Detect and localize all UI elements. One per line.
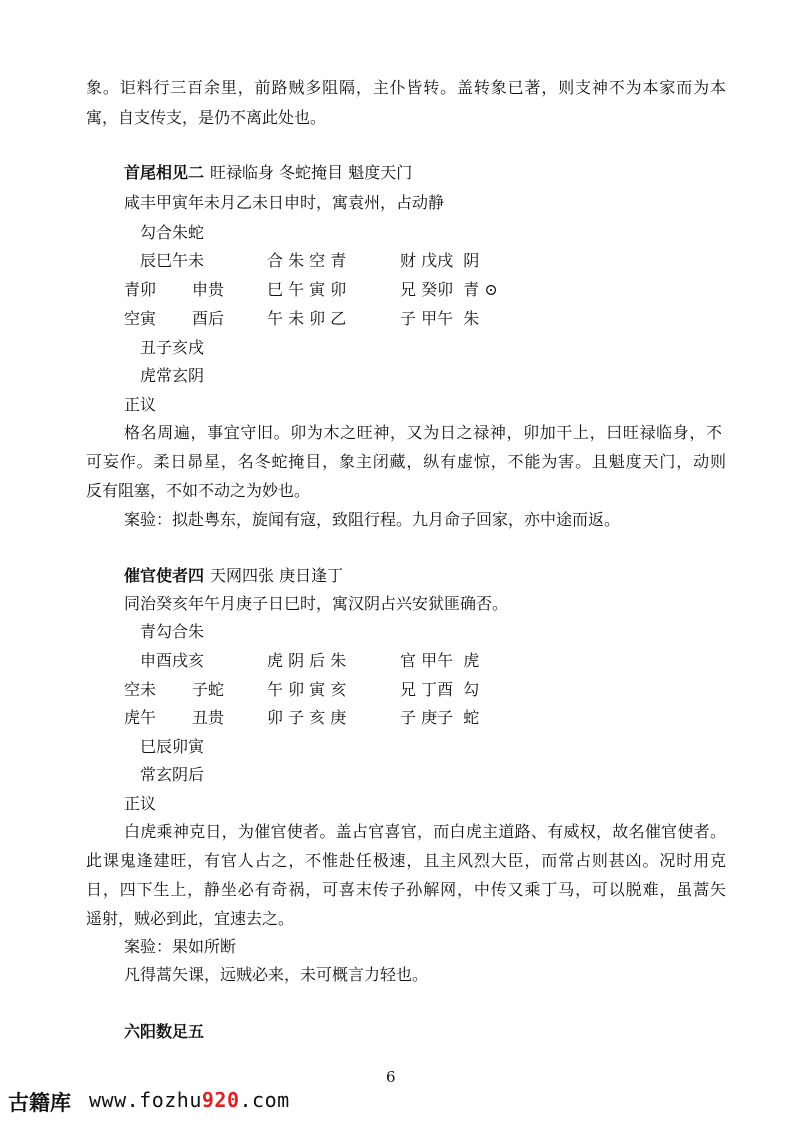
four-lessons-row: 虎 阴 后 朱 xyxy=(267,651,347,670)
bottom-gods: 常玄阴后 xyxy=(140,765,205,784)
top-branches: 申酉戌亥 xyxy=(140,651,205,670)
bottom-gods: 虎常玄阴 xyxy=(140,366,205,385)
four-lessons-row: 巳 午 寅 卯 xyxy=(267,280,347,299)
right-column: 丑贵 xyxy=(192,708,225,727)
paragraph-line: 可妄作。柔日昴星，名冬蛇掩目，象主闭藏，纵有虚惊，不能为害。且魁度天门，动则 xyxy=(86,452,726,471)
left-column: 空寅 xyxy=(124,309,157,328)
watermark-brand: 古籍库 xyxy=(8,1091,71,1115)
three-transmissions-row: 财 戊戌 阴 xyxy=(400,251,480,270)
left-column: 青卯 xyxy=(124,280,157,299)
four-lessons-row: 午 卯 寅 亥 xyxy=(267,680,347,699)
url-part: .com xyxy=(239,1088,290,1112)
zhengyi-label: 正议 xyxy=(124,794,157,813)
url-part: www.fozhu xyxy=(89,1088,202,1112)
left-column: 空未 xyxy=(124,680,157,699)
paragraph-line: 格名周遍，事宜守旧。卯为木之旺神，又为日之禄神，卯加干上，曰旺禄临身，不 xyxy=(124,423,722,442)
three-transmissions-row: 兄 丁酉 勾 xyxy=(400,680,480,699)
paragraph-line: 日，四下生上，静坐必有奇祸，可喜末传子孙解网，中传又乘丁马，可以脱难，虽蒿矢 xyxy=(86,880,726,899)
paragraph-line: 此课鬼逢建旺，有官人占之，不惟赴任极速，且主风烈大臣，而常占则甚凶。况时用克 xyxy=(86,851,726,870)
four-lessons-row: 卯 子 亥 庚 xyxy=(267,708,347,727)
top-branches: 辰巳午未 xyxy=(140,251,205,270)
section-title: 催官使者四 xyxy=(124,566,205,585)
bottom-branches: 巳辰卯寅 xyxy=(140,737,205,756)
paragraph-line: 象。讵料行三百余里，前路贼多阻隔，主仆皆转。盖转象已著，则支神不为本家而为本 xyxy=(86,78,726,97)
section-subtitle: 天网四张 庚日逢丁 xyxy=(210,566,344,585)
paragraph-line: 反有阻塞，不如不动之为妙也。 xyxy=(86,481,311,500)
paragraph-line: 寓，自支传支，是仍不离此处也。 xyxy=(86,108,327,127)
section-heading xyxy=(124,163,412,183)
section-title: 六阳数足五 xyxy=(124,1022,205,1041)
three-transmissions-row: 官 甲午 虎 xyxy=(400,651,480,670)
three-transmissions-row: 子 庚子 蛇 xyxy=(400,708,480,727)
divination-date: 同治癸亥年午月庚子日巳时，寓汉阴占兴安狱匪确否。 xyxy=(124,594,509,613)
four-lessons-row: 合 朱 空 青 xyxy=(267,251,347,270)
bottom-branches: 丑子亥戌 xyxy=(140,338,205,357)
three-transmissions-row: 兄 癸卯 青 ⊙ xyxy=(400,280,498,299)
url-part: 920 xyxy=(201,1088,240,1112)
right-column: 申贵 xyxy=(192,280,225,299)
top-gods: 勾合朱蛇 xyxy=(140,223,205,242)
right-column: 子蛇 xyxy=(192,680,225,699)
paragraph-line: 遥射，贼必到此，宜速去之。 xyxy=(86,909,295,928)
zhengyi-label: 正议 xyxy=(124,395,157,414)
four-lessons-row: 午 未 卯 乙 xyxy=(267,309,347,328)
left-column: 虎午 xyxy=(124,708,157,727)
paragraph-line: 白虎乘神克日，为催官使者。盖占官喜官，而白虎主道路、有威权，故名催官使者。 xyxy=(124,822,726,841)
section-subtitle: 旺禄临身 冬蛇掩目 魁度天门 xyxy=(210,163,413,182)
note-line: 凡得蒿矢课，远贼必来，未可概言力轻也。 xyxy=(124,965,429,984)
page-number: 6 xyxy=(386,1068,396,1086)
section-title: 首尾相见二 xyxy=(124,163,205,182)
divination-date: 咸丰甲寅年未月乙未日申时，寓袁州，占动静 xyxy=(124,193,445,212)
three-transmissions-row: 子 甲午 朱 xyxy=(400,309,480,328)
section-heading xyxy=(124,566,343,586)
right-column: 酉后 xyxy=(192,309,225,328)
top-gods: 青勾合朱 xyxy=(140,622,205,641)
watermark-url xyxy=(89,1088,290,1112)
case-verification: 案验：拟赴粤东，旋闻有寇，致阻行程。九月命子回家，亦中途而返。 xyxy=(124,510,621,529)
case-verification: 案验：果如所断 xyxy=(124,937,237,956)
